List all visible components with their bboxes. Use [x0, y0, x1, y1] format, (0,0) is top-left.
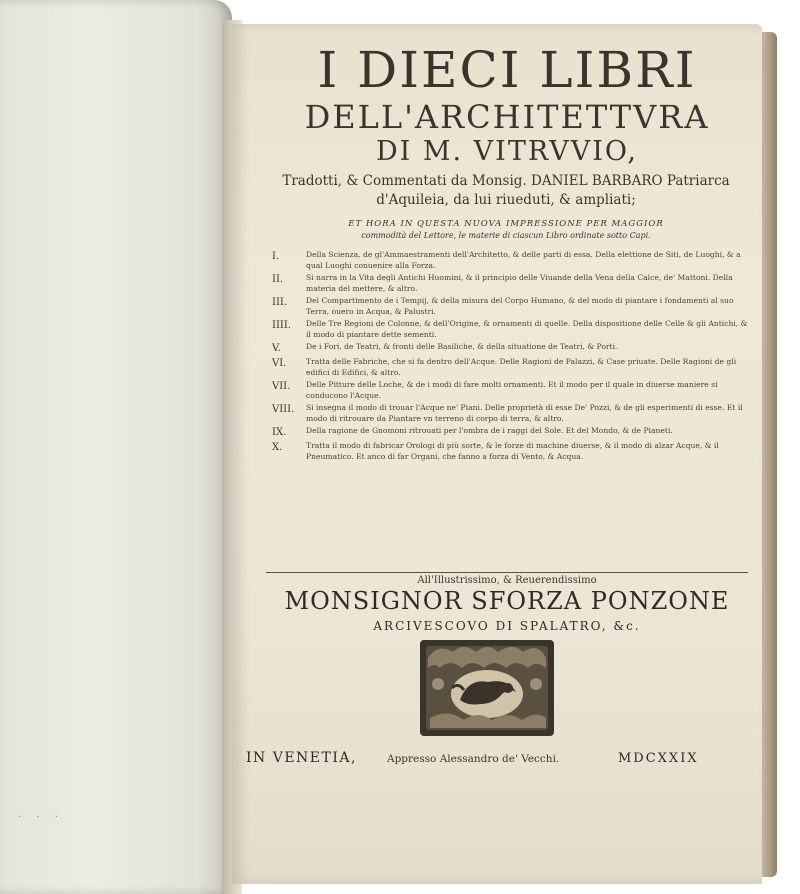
translator-subtitle: Tradotti, & Commentati da Monsig. DANIEL BARBARO Patriarca d'Aquileia, da lui riueduti, & ampliati; — [282, 173, 730, 208]
entry-text: Del Compartimento de i Tempij, & della misura del Corpo Humano, & del modo di piantare i fondamenti al suo Terra, ouero in Acqua, & Palustri. — [306, 296, 734, 316]
contents-entry — [272, 319, 750, 340]
contents-entry — [272, 357, 750, 378]
entry-text: Si insegna il modo di trouar l'Acque ne' Piani. Delle proprietà di esse De' Pozzi, & de gli esperimenti di esse. Et il modo di ritrouare da Piantare vn terreno di corpo di terra, & altro. — [306, 403, 743, 423]
imprint-year: MDCXXIX — [618, 751, 699, 766]
entry-text: Si narra in la Vita degli Antichi Huomini, & il principio delle Viuande della Vena della Calce, de' Mattoni. Della materia del mettere, & altro. — [306, 273, 733, 293]
left-page — [0, 0, 232, 894]
title-line-1: I DIECI LIBRI — [317, 41, 697, 99]
entry-number: II. — [272, 274, 284, 285]
contents-entry — [272, 250, 750, 271]
dedication-name: MONSIGNOR SFORZA PONZONE — [284, 587, 730, 615]
edition-note-main: ET HORA IN QUESTA NUOVA IMPRESSIONE PER MAGGIOR — [348, 219, 664, 229]
entry-number: VII. — [272, 381, 291, 392]
contents-entry — [272, 296, 750, 317]
divider-rule — [266, 572, 748, 573]
entry-text: Tratta delle Fabriche, che si fa dentro dell'Acque. Delle Ragioni de Palazzi, & Case priuate. Delle Ragioni de gli edifici di Edifici, & altro. — [306, 357, 737, 377]
title-page — [232, 24, 762, 884]
imprint-printer: Appresso Alessandro de' Vecchi. — [387, 753, 560, 765]
contents-entry — [272, 403, 750, 424]
entry-number: X. — [272, 442, 283, 453]
entry-text: De i Fori, de Teatri, & fronti delle Basiliche, & della situatione de Teatri, & Porti. — [306, 342, 618, 351]
title-line-2: DELL'ARCHITETTVRA — [304, 98, 710, 136]
entry-number: IX. — [272, 427, 287, 438]
book-contents-list — [272, 250, 750, 464]
entry-text: Tratta il modo di fabricar Orologi di più sorte, & le forze di machine diuerse, & il modo di alzar Acque, & il Pneumatico. Et anco di far Organi, che fanno a forza di Vento, & Acqua. — [306, 441, 719, 461]
entry-number: I. — [272, 251, 280, 262]
title-line-3: DI M. VITRVVIO, — [375, 136, 639, 167]
entry-number: VI. — [272, 358, 287, 369]
contents-entry — [272, 273, 750, 294]
paper-specks: · · · — [18, 812, 64, 823]
entry-number: VIII. — [272, 404, 295, 415]
contents-entry — [272, 342, 750, 355]
contents-entry — [272, 380, 750, 401]
edition-note — [266, 219, 746, 241]
contents-entry — [272, 426, 750, 439]
dedication-title: ARCIVESCOVO DI SPALATRO, &c. — [373, 619, 641, 633]
entry-number: V. — [272, 343, 281, 354]
entry-text: Delle Tre Regioni de Colonne, & dell'Origine, & ornamenti di quelle. Della dispositione delle Celle & gli Antichi, & il modo di piantare dette sementi. — [306, 319, 748, 339]
imprint-city: IN VENETIA, — [246, 750, 357, 766]
printer-mark-woodcut-icon — [418, 638, 556, 738]
entry-text: Della ragione de Gnomoni ritrouati per l'ombra de i raggi del Sole. Et del Mondo, & de Pianeti. — [306, 426, 673, 435]
entry-number: III. — [272, 297, 288, 308]
entry-text: Delle Pitture delle Loche, & de i modi di fare molti ornamenti. Et il modo per il quale in diuerse maniere si conducono l'Acque. — [306, 380, 718, 400]
entry-number: IIII. — [272, 320, 291, 331]
edition-note-small: commodità del Lettore, le materie di ciascun Libro ordinate sotto Capi. — [361, 231, 651, 240]
contents-entry — [272, 441, 750, 462]
dedication-honorific: All'Illustrissimo, & Reuerendissimo — [417, 575, 597, 586]
entry-text: Della Scienza, de gl'Ammaestramenti dell'Architetto, & delle parti di essa. Della elettione de Siti, de Luoghi, & a qual Luoghi conuenire alla Forza. — [306, 250, 741, 270]
